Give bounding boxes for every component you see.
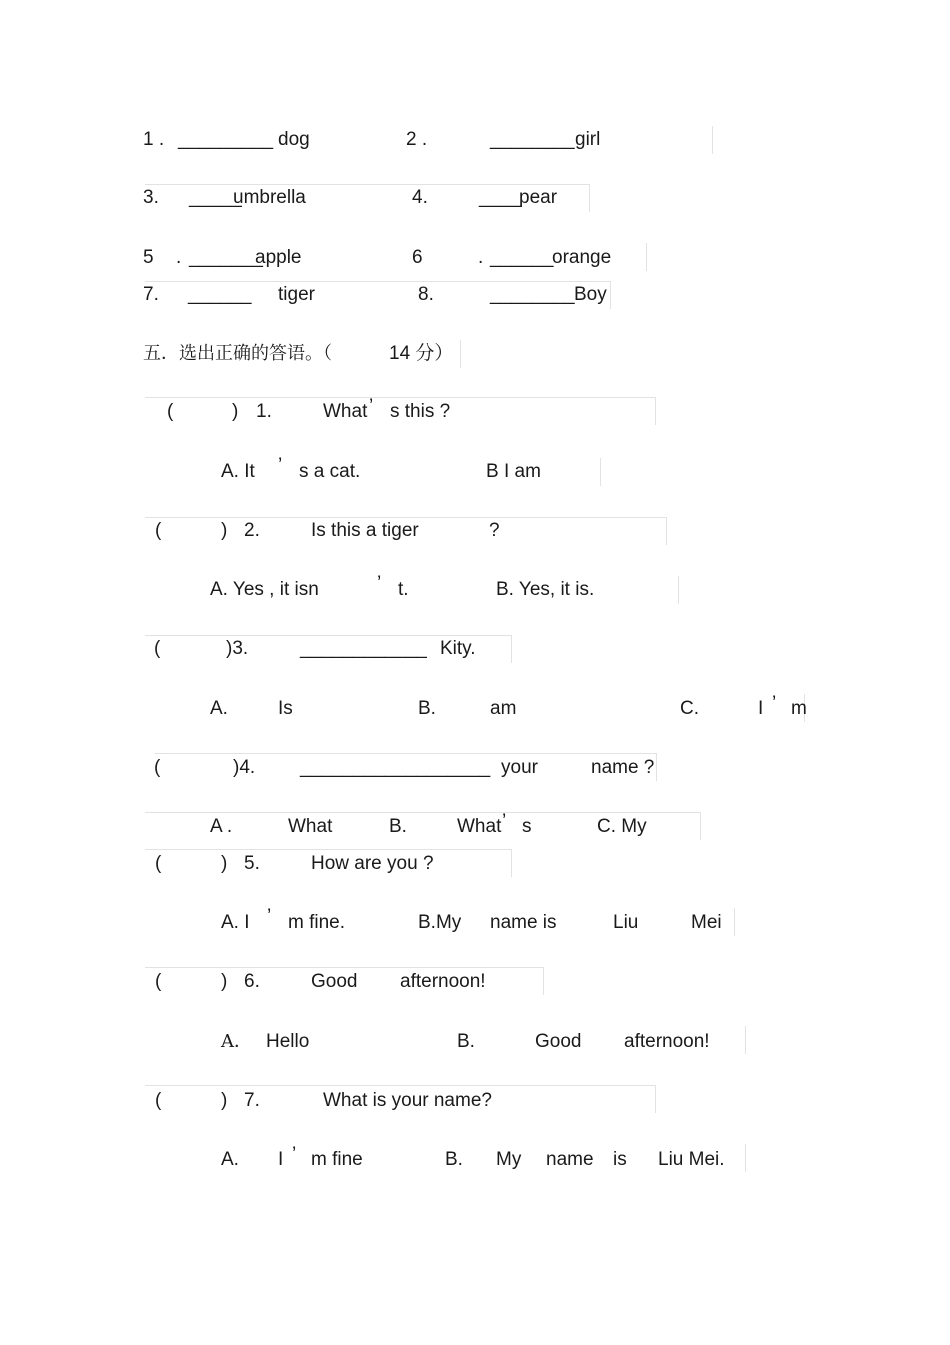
scan-line (145, 184, 590, 185)
option-a-text: m fine (311, 1149, 363, 1170)
answer-blank[interactable]: ________ (490, 284, 575, 305)
question-text: name ? (591, 757, 655, 778)
question-number: 1. (256, 401, 272, 422)
vocab-number: 6 (412, 247, 423, 268)
scan-line (734, 908, 735, 936)
option-b-text: Good (535, 1031, 582, 1052)
answer-paren-close: ) (232, 401, 239, 422)
option-a-text: t. (398, 579, 409, 600)
question-number: 6. (244, 971, 260, 992)
answer-paren-open[interactable]: ( (155, 971, 162, 992)
option-a-label[interactable]: A. (221, 1149, 239, 1170)
section-score: 14 分） (389, 343, 454, 364)
apostrophe: ’ (502, 811, 507, 832)
answer-blank[interactable]: ____________ (300, 638, 427, 659)
question-text: Good (311, 971, 358, 992)
answer-paren-open[interactable]: ( (155, 853, 162, 874)
answer-blank[interactable]: _________ (178, 129, 274, 150)
vocab-number: 7. (143, 284, 159, 305)
option-a-text: What (288, 816, 333, 837)
option-a-text: Hello (266, 1031, 310, 1052)
option-b-text: My (496, 1149, 522, 1170)
question-text: What is your name? (323, 1090, 492, 1111)
scan-line (145, 635, 512, 636)
answer-blank[interactable]: ____ (479, 187, 522, 208)
scan-line (145, 281, 610, 282)
option-a-text: I (278, 1149, 284, 1170)
option-b-text: s (522, 816, 532, 837)
scan-line (745, 1026, 746, 1054)
option-b-text: am (490, 698, 517, 719)
option-b-label[interactable]: B. (445, 1149, 463, 1170)
question-text: s this ? (390, 401, 451, 422)
vocab-dot: . (176, 247, 182, 268)
option-b-text: name (546, 1149, 594, 1170)
vocab-word: pear (519, 187, 558, 208)
option-a-text: Is (278, 698, 293, 719)
option-a-text: m fine. (288, 912, 346, 933)
answer-paren-open[interactable]: ( (154, 638, 161, 659)
option-b-label[interactable]: B. (389, 816, 407, 837)
answer-blank[interactable]: _______ (189, 247, 263, 268)
option-b-text: name is (490, 912, 557, 933)
answer-blank[interactable]: ______ (490, 247, 554, 268)
option-c-label[interactable]: C. (680, 698, 699, 719)
section-title: 五．选出正确的答语。（ (143, 343, 332, 364)
option-a-text: s a cat. (299, 461, 361, 482)
question-number: )3. (226, 638, 249, 659)
option-a-label[interactable]: A. (210, 698, 228, 719)
scan-line (610, 281, 611, 309)
vocab-number: 4. (412, 187, 428, 208)
question-text: afternoon! (400, 971, 486, 992)
scan-line (655, 397, 656, 425)
option-a-label[interactable]: A . (210, 816, 233, 837)
option-b-text: afternoon! (624, 1031, 710, 1052)
option-a[interactable]: A. It (221, 461, 255, 482)
vocab-word: umbrella (233, 187, 306, 208)
option-b-text: Liu (613, 912, 639, 933)
option-a-label[interactable]: A． (221, 1031, 252, 1052)
scan-line (145, 967, 544, 968)
answer-blank[interactable]: ______ (188, 284, 252, 305)
scan-line (145, 812, 700, 813)
scan-line (656, 753, 657, 781)
answer-paren-close: ) (221, 520, 228, 541)
vocab-word: Boy (574, 284, 607, 305)
option-b-text: Liu Mei. (658, 1149, 725, 1170)
vocab-number: 1 . (143, 129, 165, 150)
answer-paren-close: ) (221, 1090, 228, 1111)
scan-line (712, 126, 713, 154)
answer-paren-open[interactable]: ( (167, 401, 174, 422)
vocab-number: 5 (143, 247, 154, 268)
scan-line (589, 184, 590, 212)
scan-line (655, 1085, 656, 1113)
apostrophe: ’ (369, 396, 374, 417)
answer-paren-open[interactable]: ( (155, 1090, 162, 1111)
option-b[interactable]: B.My (418, 912, 462, 933)
vocab-word: tiger (278, 284, 315, 305)
option-b-text: Mei (691, 912, 722, 933)
question-text: Kity. (440, 638, 476, 659)
answer-paren-open[interactable]: ( (155, 520, 162, 541)
apostrophe: ’ (278, 455, 283, 476)
scan-line (600, 458, 601, 486)
option-c[interactable]: C. My (597, 816, 647, 837)
answer-blank[interactable]: ________ (490, 129, 575, 150)
scan-line (543, 967, 544, 995)
scan-line (700, 812, 701, 840)
option-b-label[interactable]: B. (418, 698, 436, 719)
option-b[interactable]: B I am (486, 461, 541, 482)
apostrophe: ’ (772, 693, 777, 714)
scan-line (145, 397, 655, 398)
question-text: your (501, 757, 538, 778)
vocab-number: 8. (418, 284, 434, 305)
option-a[interactable]: A. Yes , it isn (210, 579, 319, 600)
apostrophe: ’ (377, 573, 382, 594)
answer-blank[interactable]: __________________ (300, 757, 491, 778)
question-text: What (323, 401, 368, 422)
option-b-label[interactable]: B. (457, 1031, 475, 1052)
apostrophe: ’ (267, 906, 272, 927)
question-number: 7. (244, 1090, 260, 1111)
question-text: Is this a tiger (311, 520, 419, 541)
vocab-word: girl (575, 129, 601, 150)
answer-paren-open[interactable]: ( (154, 757, 161, 778)
vocab-word: orange (552, 247, 612, 268)
vocab-dot: . (478, 247, 484, 268)
vocab-number: 3. (143, 187, 159, 208)
question-text: How are you ? (311, 853, 434, 874)
question-number: 2. (244, 520, 260, 541)
scan-line (145, 517, 667, 518)
option-c-text: I (758, 698, 764, 719)
scan-line (646, 243, 647, 271)
vocab-word: apple (255, 247, 302, 268)
answer-paren-close: ) (221, 853, 228, 874)
scan-line (145, 849, 512, 850)
scan-line (145, 1085, 655, 1086)
scan-line (155, 753, 657, 754)
vocab-number: 2 . (406, 129, 428, 150)
question-number: 5. (244, 853, 260, 874)
option-b[interactable]: B. Yes, it is. (496, 579, 595, 600)
scan-line (678, 576, 679, 604)
option-c-text: m (791, 698, 807, 719)
option-a[interactable]: A. I (221, 912, 250, 933)
scan-line (511, 849, 512, 877)
scan-line (666, 517, 667, 545)
question-mark: ? (489, 520, 500, 541)
answer-paren-close: ) (221, 971, 228, 992)
apostrophe: ’ (292, 1144, 297, 1165)
scan-line (745, 1144, 746, 1172)
option-b-text: What (457, 816, 502, 837)
vocab-word: dog (278, 129, 310, 150)
scan-line (460, 340, 461, 368)
answer-blank[interactable]: _____ (189, 187, 242, 208)
option-b-text: is (613, 1149, 627, 1170)
scan-line (511, 635, 512, 663)
question-number: )4. (233, 757, 256, 778)
